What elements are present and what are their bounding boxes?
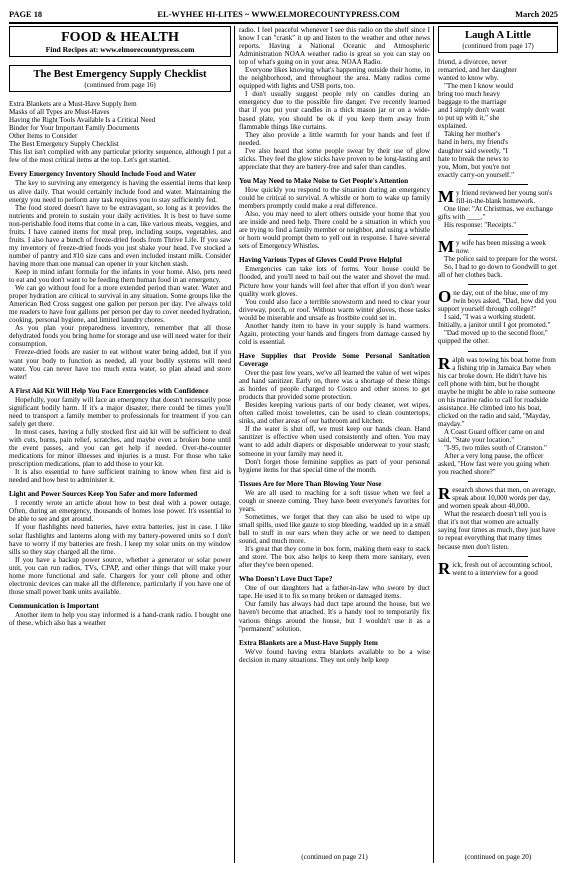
joke: My wife has been missing a week now. The police said to prepare for the worst. So, I had to go down to Goodwill to get all of her clothes back.	[438, 236, 558, 280]
paragraph: Freeze-dried foods are easier to eat without water being added, but if you want your body to function as needed, all your bodily systems will need water. You can never have too much extra water, so plan ahead and store water!	[9, 348, 231, 381]
checklist	[9, 100, 231, 148]
paragraph: If your flashlights need batteries, have extra batteries, just in case. I like solar flashlights and lanterns along with my battery-powered units so I don't have to worry if my batteries are fresh. I keep my solar units on my window sills so they stay charged all the time.	[9, 523, 231, 556]
drop-cap: R	[438, 484, 451, 504]
paragraph: We've found having extra blankets available to be a wise decision in many situations. They not only help keep	[239, 647, 430, 664]
article-section	[239, 575, 430, 632]
text-line: wanted to know why.	[438, 74, 499, 83]
section-heading: Have Supplies that Provide Some Personal Sanitation Coverage	[239, 351, 430, 368]
list-item: Binder for Your Important Family Documents	[9, 124, 140, 133]
column-2	[239, 26, 430, 863]
article-continuation	[239, 26, 430, 171]
divider	[468, 556, 528, 557]
section-heading: Having Various Types of Gloves Could Prove Helpful	[239, 256, 402, 265]
text-line: "The men I know would	[444, 82, 514, 91]
list-item: Having the Right Tools Available Is a Critical Need	[9, 116, 156, 125]
drop-cap: M	[438, 186, 455, 206]
paragraph: Everyone likes knowing what's happening outside their home, in the neighborhood, and throughout the area. Many radios come equipped with lights and USB ports, too.	[239, 66, 430, 91]
paragraph: If you have a backup power source, whether a generator or solar power unit, you can run radios, TVs, CPAP, and other things that will make your home more functional and safe. Chargers for your cell phone and other electronic devices can make all the difference, particularly if you have one of those small power bank units available.	[9, 555, 231, 596]
text-line: daughter said sweetly, "I	[438, 146, 508, 155]
joke: One day, out of the blue, one of my twin boys asked, "Dad, how did you support yourself through college?" I said, "I was a working student. Initially, a janitor until I got promoted." "Dad moved up to the second floor," quipped the other.	[438, 287, 557, 346]
article-section	[239, 480, 430, 570]
section-heading: Every Emergency Inventory Should Include Food and Water	[9, 170, 196, 179]
text-line: explained.	[438, 122, 468, 131]
paragraph: One line: "At Christmas, we exchange gifts with ____."	[438, 204, 553, 221]
list-item: Masks of all Types are Must-Haves	[9, 108, 110, 117]
drop-cap: R	[438, 558, 451, 578]
article-section	[239, 352, 430, 474]
paragraph: What the research doesn't tell you is that it's not that women are actually saying four times as much, they just have to repeat everything that many times because men don't listen.	[438, 510, 556, 551]
article-section	[239, 256, 430, 346]
article-section	[9, 602, 231, 627]
drop-cap: R	[438, 353, 451, 373]
drop-cap: O	[438, 287, 452, 307]
paragraph: Another handy item to have in your supply is hand warmers. Again, protecting your hands and fingers from damage caused by cold is essential.	[239, 321, 430, 346]
columns	[9, 26, 558, 863]
paragraph: It's great that they come in box form, making them easy to stack and store. The box also helps to keep them more sanitary, even after they've been opened.	[239, 545, 430, 570]
text-line: baggage to the marriage	[438, 98, 507, 107]
column-1	[9, 26, 231, 863]
intro-paragraph: This list isn't complied with any particular priority sequence, although I put a few of the most critical items at the top. Let's get started.	[9, 148, 231, 165]
paragraph: I don't usually suggest people rely on candles during an emergency due to the possible fire danger. I've recently learned that if you put your candles in a thick mason jar or on a wide-based plate, you should be ok if you keep them away from flammable things like curtains.	[239, 90, 430, 131]
paragraph: A Coast Guard officer came on and said, "State your location."	[438, 427, 545, 444]
sidebar-title: Laugh A Little	[465, 30, 531, 41]
text-line: you, Mom, but you're not	[438, 162, 511, 171]
text-line: hate to break the news to	[438, 154, 509, 163]
divider	[468, 184, 528, 185]
paragraph: I've also heard that some people swear by their use of glow sticks. They feel the glow sticks have proven to be long-lasting and appreciate that they are battery-free and safer than candles.	[239, 146, 430, 171]
paragraph: Hopefully, your family will face an emergency that doesn't necessarily pose significant bodily harm. If it's a major disaster, there could be times you'll need to transport a family member to professionals for treatment if you can safely get there.	[9, 395, 231, 428]
section-banner	[9, 26, 231, 57]
section-subtitle: Find Recipes at: www.elmorecountypress.com	[45, 45, 195, 54]
text-line: bring too much heavy	[438, 90, 501, 99]
divider	[468, 351, 528, 352]
paragraph: The key to surviving any emergency is having the essential items that keep us alive daily. That would certainly include food and water. Maintaining the energy you need to perform any task requires you to stay sufficiently fed.	[9, 179, 231, 204]
text-line: hand in hers, my friend's	[438, 138, 509, 147]
paragraph: Besides keeping various parts of our body cleaner, wet wipes, often called moist towelettes, can be used to clean countertops, sinks, and other areas of our bathroom and kitchen.	[239, 401, 430, 426]
article-section	[9, 387, 231, 485]
list-item: Other Items to Consider	[9, 132, 78, 141]
paragraph: After a very long pause, the officer asked, "How fast were you going when you reached shore?"	[438, 452, 550, 477]
paragraph: I said, "I was a working student. Initially, a janitor until I got promoted."	[438, 313, 551, 330]
paragraph: His response: "Receipts."	[444, 220, 517, 229]
paragraph: Over the past few years, we've all learned the value of wet wipes and hand sanitizer. Early on, there was a shortage of these things as hordes of people charged to Costco and other stores to get products that provided some protection.	[239, 369, 430, 402]
article-section	[9, 490, 231, 596]
paragraph: I recently wrote an article about how to best deal with a power outage. Often, during an emergency, thousands of homes lose power. It's essential to be able to see and get around.	[9, 499, 231, 524]
drop-cap: M	[438, 236, 455, 256]
paragraph: radio. I feel peaceful whenever I see this radio on the shelf since I know I can "crank" it up and listen to the weather and other news reports. Having a National Oceanic and Atmospheric Administration NOAA weather radio is great so you can stay on top of what's going on in your area. NOAA Radio.	[239, 26, 430, 67]
paragraph: Also, you may need to alert others outside your home that you are inside and need help. There could be a situation in which you are trying to find a family member or neighbor, and using a whistle or horn would prompt them to yell out in response. I have several sets of Emergency Whistles.	[239, 210, 430, 251]
paragraph: We can go without food for a more extended period than water. Water and proper hydration are critical to survival in any situation. Some groups like the American Red Cross suggest one gallon per person per day. I've always told me readers to have four gallons per person per day to cover needed hydration, cooking, personal hygiene, and limited laundry chores.	[9, 284, 231, 325]
page-number: PAGE 18	[9, 9, 43, 19]
sidebar-continued-from: (continued from page 17)	[462, 42, 534, 50]
text-line: remarried, and her daughter	[438, 66, 517, 75]
continued-on: (continued on page 21)	[301, 853, 368, 861]
list-item: The Best Emergency Supply Checklist	[9, 140, 119, 149]
paper-name: EL-WYHEE HI-LITES ~ WWW.ELMORECOUNTYPRESS.COM	[157, 9, 400, 19]
paragraph: Our family has always had duct tape around the house, but we haven't become that attached. It's a handy tool to temporarily fix various things around the house, but I wouldn't use it as a "permanent" solution.	[239, 600, 430, 633]
article-title-box	[9, 65, 231, 92]
article-section	[9, 170, 231, 380]
paragraph: Another item to help you stay informed is a hand-crank radio. I bought one of these, which also has a weather	[9, 611, 231, 628]
joke: My friend reviewed her young son's fill-in-the-blank homework. One line: "At Christmas, we exchange gifts with ____." His response: "Receipts."	[438, 189, 558, 229]
paragraph: One of our daughters had a father-in-law who swore by duct tape. He used it to fix so many broken or damaged items.	[239, 584, 430, 601]
article-title: The Best Emergency Supply Checklist	[33, 69, 207, 80]
list-item: Extra Blankets are a Must-Have Supply Item	[9, 100, 137, 108]
section-heading: Light and Power Sources Keep You Safer and more Informed	[9, 490, 198, 499]
paragraph: "Dad moved up to the second floor," quipped the other.	[438, 329, 548, 346]
paragraph: "I-95, two miles south of Cranston."	[444, 444, 547, 453]
text-line: and I simply don't want	[438, 106, 505, 115]
text-line: exactly carry-on yourself."	[438, 170, 514, 179]
divider	[468, 284, 528, 285]
paragraph: So, I had to go down to Goodwill to get all of her clothes back.	[438, 263, 557, 280]
paragraph: Emergencies can take lots of forms. Your house could be flooded, and you'll need to bail out the water and shovel the mud. Picture how your hands will feel after that effort if you don't wear quality work gloves.	[239, 265, 430, 298]
section-title: FOOD & HEALTH	[61, 30, 179, 45]
section-heading: Who Doesn't Love Duct Tape?	[239, 575, 333, 584]
section-heading: Tissues Are for More Than Blowing Your Nose	[239, 479, 382, 488]
masthead	[9, 8, 558, 24]
paragraph: The police said to prepare for the worst.	[444, 255, 558, 264]
paragraph: It is also essential to have sufficient training to know when first aid is needed and how best to administer it.	[9, 468, 231, 485]
joke: Rick, fresh out of accounting school, went to a interview for a good	[438, 558, 553, 578]
section-heading: A First Aid Kit Will Help You Face Emergencies with Confidence	[9, 386, 209, 395]
divider	[468, 234, 528, 235]
paragraph: If the water is shut off, we must keep our hands clean. Hand sanitizer is effective when used consistently and often. You may want to add adult diapers or disposable underwear to your stash; someone in your family may need it.	[239, 425, 430, 458]
column-rule	[433, 26, 434, 863]
sidebar-continued-on: (continued on page 20)	[464, 853, 532, 861]
section-heading: You May Need to Make Noise to Get People's Attention	[239, 176, 409, 185]
text-line: Taking her mother's	[444, 130, 501, 139]
article-section	[239, 639, 430, 664]
paragraph: They also provide a little warmth for your hands and feet if needed.	[239, 130, 430, 147]
text-line: friend, a divorcee, never	[438, 58, 508, 66]
paragraph: Don't forget those feminine supplies as part of your personal hygiene items for that special time of the month.	[239, 457, 430, 474]
joke-lead	[438, 58, 558, 179]
section-heading: Communication is Important	[9, 601, 99, 610]
paragraph: How quickly you respond to the situation during an emergency could be critical to survival. A whistle or horn to wake up family members promptly could make a real difference.	[239, 185, 430, 211]
sidebar-title-box	[438, 26, 558, 53]
article-section	[239, 177, 430, 250]
paragraph: As you plan your preparedness inventory, remember that all those dehydrated foods you bring home for storage and use will need water for their consumption.	[9, 324, 231, 349]
paragraph: We are all used to reaching for a soft tissue when we feel a cough or sneeze coming. They have been everyone's favorites for years.	[239, 488, 430, 513]
column-3	[438, 26, 558, 863]
column-rule	[234, 26, 235, 863]
joke: Ralph was towing his boat home from a fishing trip in Jamaica Bay when his car broke down. He didn't have his cell phone with him, but he thought maybe he might be able to raise someone on his marine radio to call for roadside assistance. He climbed into his boat, clicked on the radio and said, "Mayday, mayday." A Coast Guard officer came on and said, "State your location." "I-95, two miles south of Cranston." After a very long pause, the officer asked, "How fast were you going when you reached shore?"	[438, 356, 558, 477]
issue-date: March 2025	[515, 9, 558, 19]
paragraph: The food stored doesn't have to be extravagant, so long as it provides the nutrients and protein to sustain your daily activities. It is best to have some non-perishable food items that come in a can, like various meats, veggies, and fruits. I have canned items for meal prep, including soups, vegetables, and fruits. I also have a bunch of freeze-dried foods from Thrive Life. If you saw my inventory of freeze-dried foods you just shake your head. I've stocked a number of pantry and #10 size cans and even included instant milk. Consider having more than one manual can opener in your kitchen stash.	[9, 203, 231, 268]
section-heading: Extra Blankets are a Must-Have Supply Item	[239, 638, 378, 647]
paragraph: Sometimes, we forget that they can also be used to wipe up small spills, used like gauze to stop bleeding, wadded up in a small ball to stuff in our ears when they ache or we need to dampen sound, and much more.	[239, 512, 430, 546]
paragraph: You could also face a terrible snowstorm and need to clear your driveway, porch, or roof. Without warm winter gloves, those tasks would be miserable and unsafe as frostbite could set in.	[239, 297, 430, 322]
paragraph: Keep in mind infant formula for the infants in your home. Also, pets need to eat and you don't want to be feeding them human food in an emergency.	[9, 267, 231, 285]
divider	[468, 481, 528, 482]
joke: Research shows that men, on average, speak about 10,000 words per day, and women speak about 40,000. What the research doesn't tell you is that it's not that women are actually saying four times as much, they just have to repeat everything that many times because men don't listen.	[438, 486, 558, 550]
continued-from: (continued from page 16)	[84, 81, 156, 89]
paragraph: In most cases, having a fully stocked first aid kit will be sufficient to deal with cuts, burns, pain relief, scratches, and maybe even a broken bone until the event passes, and you can get help if needed. Over-the-counter medications for minor illnesses and injuries is a must. For those who take prescription medications, plan to add those to your kit.	[9, 427, 231, 469]
text-line: to put up with it," she	[438, 114, 500, 123]
